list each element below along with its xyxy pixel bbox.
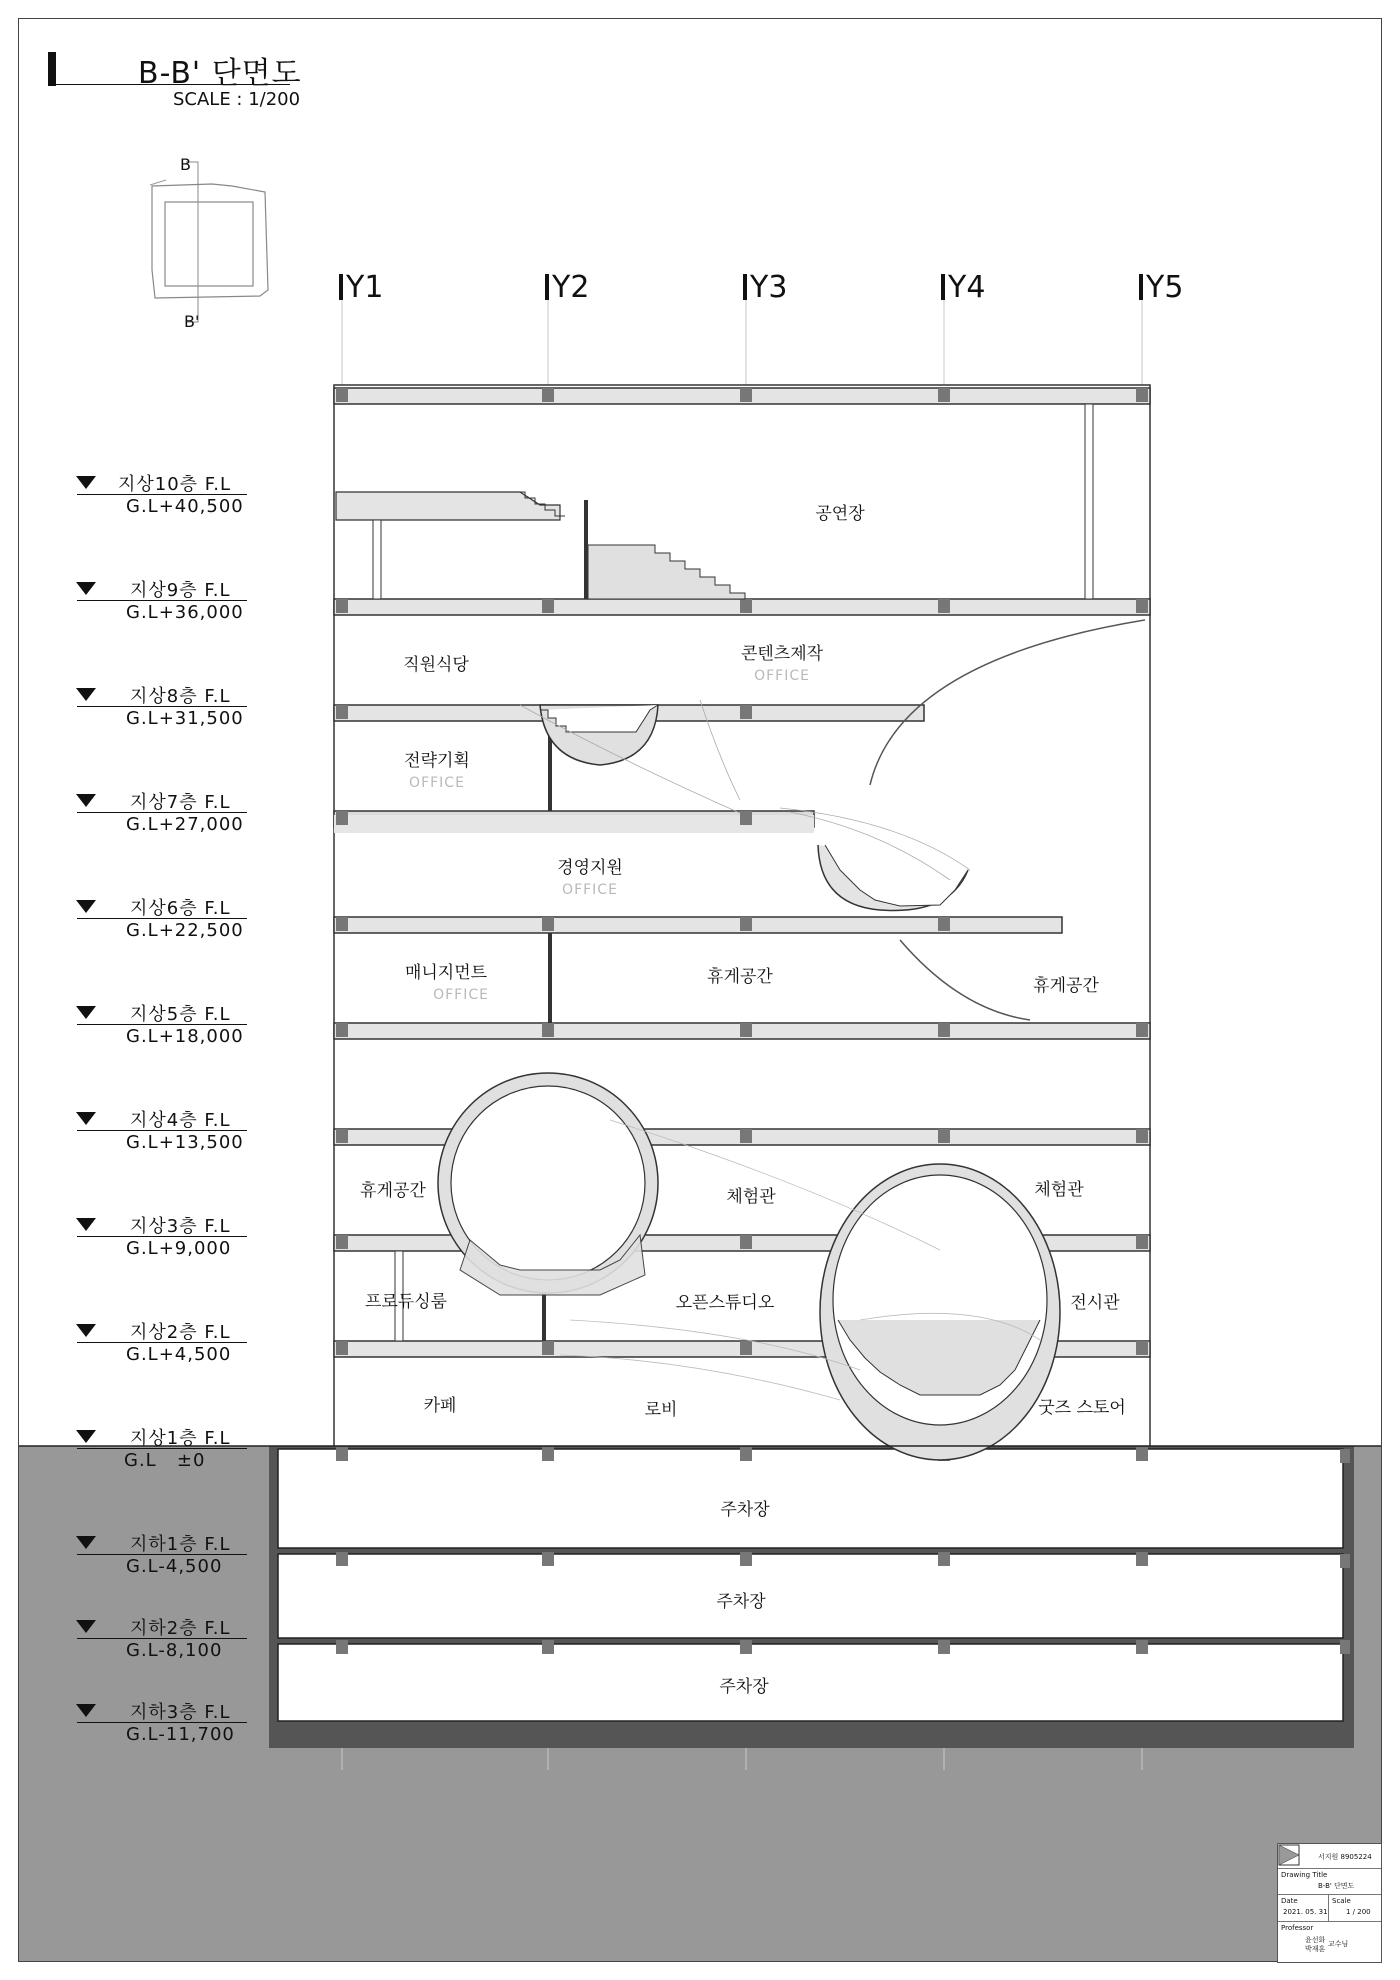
room-parking-b2: 주차장 (716, 1592, 766, 1612)
tb-drawing-title-label: Drawing Title (1281, 1871, 1328, 1879)
room-open-studio: 오픈스튜디오 (675, 1293, 775, 1313)
room-parking-b1: 주차장 (720, 1500, 770, 1520)
basement-b2 (278, 1554, 1343, 1638)
tb-drawing-title: B-B' 단면도 (1318, 1882, 1355, 1890)
tb-professor-1: 윤선화 (1305, 1936, 1326, 1944)
room-producing-room: 프로듀싱룸 (364, 1292, 448, 1312)
tb-scale-label: Scale (1332, 1897, 1351, 1905)
tb-scale: 1 / 200 (1346, 1908, 1371, 1916)
axis-y4: Y4 (941, 270, 985, 305)
tb-date: 2021. 05. 31 (1283, 1908, 1328, 1916)
keyplan-label-b-prime: B' (184, 312, 200, 331)
room-performance-hall: 공연장 (815, 504, 865, 524)
room-goods-store: 굿즈 스토어 (1038, 1398, 1126, 1418)
drawing-scale: SCALE : 1/200 (173, 89, 301, 110)
room-exhibition-hall: 전시관 (1070, 1293, 1120, 1313)
axis-y3: Y3 (743, 270, 787, 305)
room-content-production: 콘텐츠제작 OFFICE (740, 644, 824, 684)
basement-b1 (278, 1449, 1343, 1548)
axis-y5: Y5 (1139, 270, 1183, 305)
tb-date-label: Date (1281, 1897, 1298, 1905)
axis-y2: Y2 (545, 270, 589, 305)
title-block (1277, 1843, 1382, 1963)
keyplan-label-b: B (180, 155, 191, 174)
tb-student: 서지원 8905224 (1318, 1853, 1372, 1861)
room-management-support: 경영지원 OFFICE (557, 858, 623, 898)
room-cafe: 카페 (423, 1396, 457, 1416)
room-staff-cafeteria: 직원식당 (403, 655, 469, 675)
room-strategy-planning: 전략기획 OFFICE (404, 751, 470, 791)
room-experience-hall-right: 체험관 (1034, 1180, 1084, 1200)
drawing-title: B-B' 단면도 (138, 56, 302, 91)
room-experience-hall-center: 체험관 (726, 1187, 776, 1207)
room-lounge-3f: 휴게공간 (360, 1181, 426, 1201)
room-lounge-5f-right: 휴게공간 (1033, 976, 1099, 996)
room-lobby: 로비 (644, 1400, 678, 1420)
tb-professor-suffix: 교수님 (1328, 1940, 1349, 1948)
tb-professor-label: Professor (1281, 1924, 1314, 1932)
logo-icon (1278, 1844, 1300, 1866)
basement-b3 (278, 1644, 1343, 1721)
axis-y1: Y1 (339, 270, 383, 305)
room-parking-b3: 주차장 (719, 1677, 769, 1697)
tb-professor-2: 박재훈 (1305, 1945, 1326, 1953)
room-lounge-5f-center: 휴게공간 (707, 967, 773, 987)
stage-platform (336, 492, 560, 520)
room-management: 매니지먼트 OFFICE (404, 963, 489, 1003)
